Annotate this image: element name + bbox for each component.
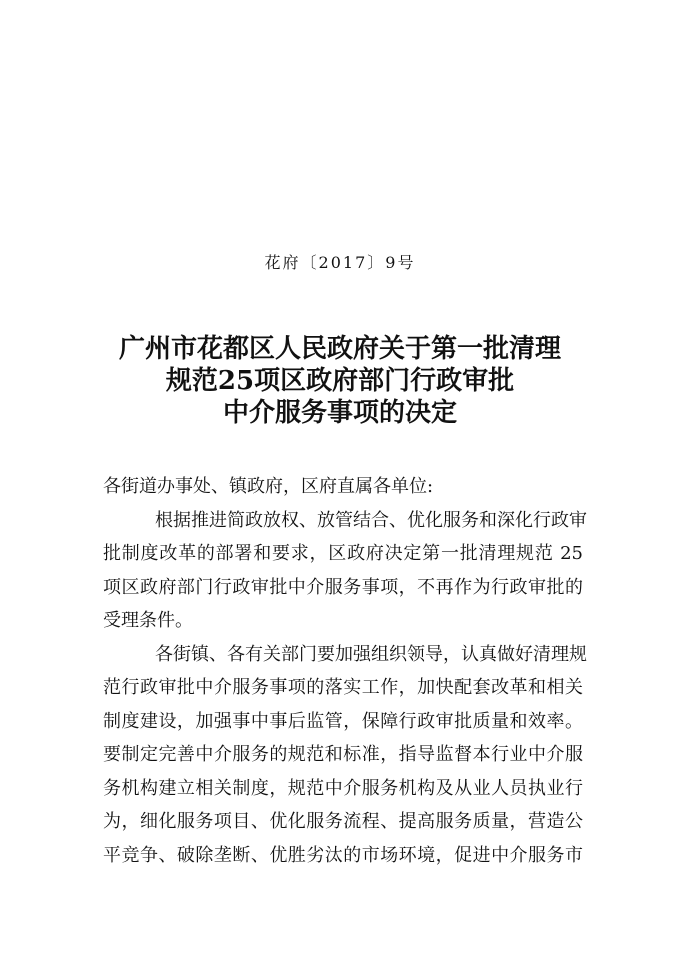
paragraph-line: 平竞争、破除垄断、优胜劣汰的市场环境，促进中介服务市 [103,844,583,866]
paragraph-line: 批制度改革的部署和要求，区政府决定第一批清理规范 25 [103,543,583,564]
paragraph-line: 务机构建立相关制度，规范中介服务机构及从业人员执业行 [103,777,583,799]
paragraph-line: 制度建设，加强事中事后监管，保障行政审批质量和效率。 [103,710,583,732]
title-line: 中介服务事项的决定 [222,398,457,428]
document-body [103,470,587,872]
salutation: 各街道办事处、镇政府，区府直属各单位: [103,476,434,497]
paragraph-line: 根据推进简政放权、放管结合、优化服务和深化行政审 [155,509,587,531]
paragraph-line: 范行政审批中介服务事项的落实工作，加快配套改革和相关 [103,677,583,698]
title-line: 规范25项区政府部门行政审批 [165,366,515,396]
paragraph-line: 各街镇、各有关部门要加强组织领导，认真做好清理规 [155,643,587,665]
paragraph-line: 要制定完善中介服务的规范和标准，指导监督本行业中介服 [103,744,583,765]
title-line: 广州市花都区人民政府关于第一批清理 [118,334,561,364]
paragraph-line: 受理条件。 [103,610,193,631]
document-title [0,333,680,429]
document-number: 花府〔2017〕9号 [264,253,416,272]
paragraph-line: 项区政府部门行政审批中介服务事项，不再作为行政审批的 [103,576,583,598]
paragraph-line: 为，细化服务项目、优化服务流程、提高服务质量，营造公 [103,811,583,832]
